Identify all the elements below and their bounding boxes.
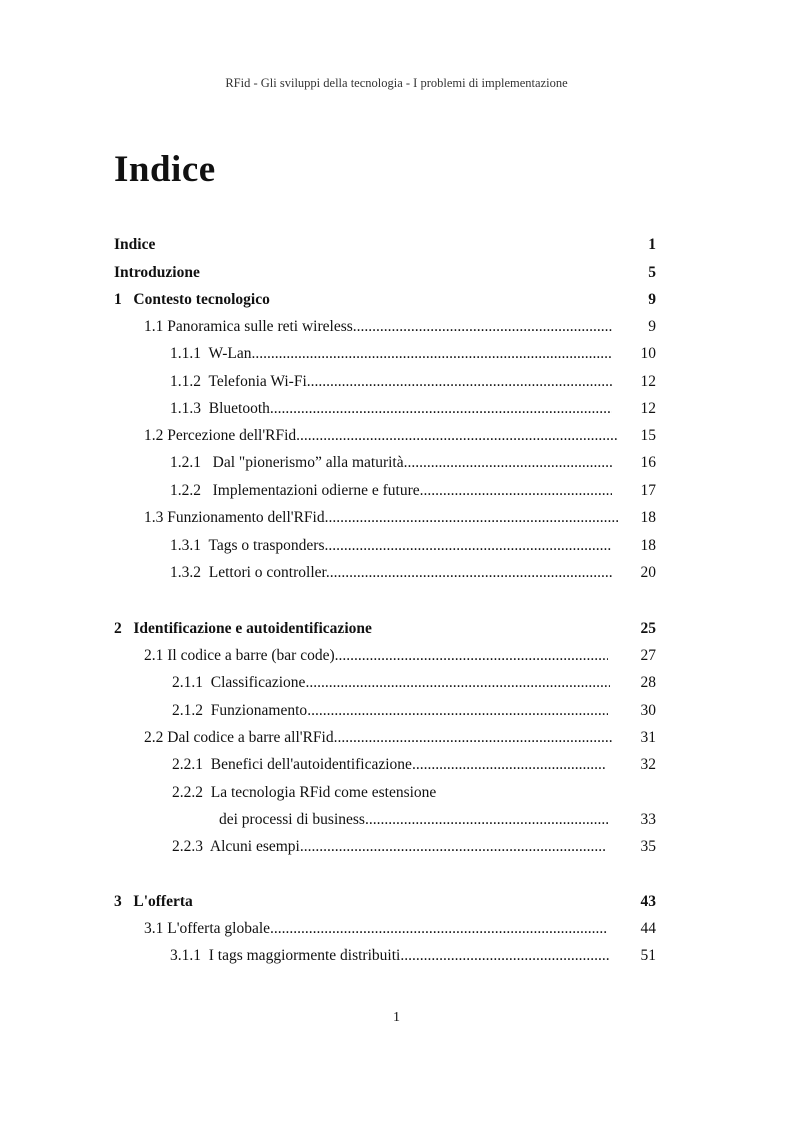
- toc-entry[interactable]: [0, 289, 793, 313]
- toc-entry-label: 2.1 Il codice a barre (bar code) .....: [144, 645, 608, 667]
- toc-entry[interactable]: [0, 727, 793, 751]
- toc-entry-label: Introduzione: [114, 264, 200, 281]
- toc-entry-label: 1.1.3 Bluetooth .....: [170, 398, 612, 420]
- toc-entry-page: 9: [648, 291, 656, 308]
- toc-entry[interactable]: [0, 945, 793, 969]
- toc-entry-label: 2.2 Dal codice a barre all'RFid .....: [144, 727, 612, 749]
- toc-entry-label: Indice: [114, 236, 156, 253]
- toc-entry-label: 1.3 Funzionamento dell'RFid .....: [144, 507, 618, 529]
- toc-entry-label: 2.1.1 Classificazione .....: [172, 672, 610, 694]
- toc-entry-page: 17: [640, 482, 656, 499]
- toc-entry-label: 1.3.1 Tags o trasponders .....: [170, 535, 612, 557]
- toc-entry-page: 35: [640, 838, 656, 855]
- toc-entry-page: 12: [640, 400, 656, 417]
- toc-entry-page: 1: [648, 236, 656, 253]
- running-header: RFid - Gli sviluppi della tecnologia - I problemi di implementazione: [225, 76, 568, 90]
- toc-entry-label: 1.1.1 W-Lan .....: [170, 343, 612, 365]
- toc-entry[interactable]: [0, 507, 793, 531]
- toc-entry-page: 44: [640, 920, 656, 937]
- toc-entry[interactable]: [0, 645, 793, 669]
- toc-entry-page: 18: [640, 537, 656, 554]
- toc-entry[interactable]: [0, 452, 793, 476]
- toc-entry[interactable]: [0, 618, 793, 642]
- toc-entry-label: 3 L'offerta: [114, 893, 193, 910]
- toc-entry-page: 43: [640, 893, 656, 910]
- toc-entry-label: 1.2.1 Dal "pionerismo” alla maturità .....: [170, 452, 612, 474]
- toc-entry-page: 51: [640, 947, 656, 964]
- toc-entry-page: 16: [640, 454, 656, 471]
- toc-entry-page: 5: [648, 264, 656, 281]
- toc-entry-page: 33: [640, 811, 656, 828]
- toc-entry-page: 10: [640, 345, 656, 362]
- toc-entry[interactable]: [0, 371, 793, 395]
- toc-entry[interactable]: [0, 918, 793, 942]
- toc-entry-page: 20: [640, 564, 656, 581]
- toc-entry[interactable]: [0, 700, 793, 724]
- toc-entry-label: 2.2.1 Benefici dell'autoidentificazione .....: [172, 754, 606, 776]
- toc-entry-label: 2.2.2 La tecnologia RFid come estensione: [172, 784, 437, 801]
- toc-entry[interactable]: [0, 262, 793, 286]
- toc-entry-label: 1.2.2 Implementazioni odierne e future .....: [170, 480, 612, 502]
- toc-entry[interactable]: [0, 316, 793, 340]
- toc-entry[interactable]: [0, 535, 793, 559]
- page-number: 1: [393, 1010, 400, 1025]
- toc-entry[interactable]: [0, 754, 793, 778]
- toc-entry-label: 2 Identificazione e autoidentificazione: [114, 620, 372, 637]
- toc-entry-label: 1.1 Panoramica sulle reti wireless .....: [144, 316, 612, 338]
- toc-entry-label: dei processi di business .....: [219, 809, 608, 831]
- toc-entry[interactable]: [0, 398, 793, 422]
- toc-entry-label: 1.2 Percezione dell'RFid .....: [144, 425, 618, 447]
- toc-entry-label: 3.1.1 I tags maggiormente distribuiti .....: [170, 945, 610, 967]
- toc-entry[interactable]: [0, 425, 793, 449]
- toc-entry-page: 30: [640, 702, 656, 719]
- toc-entry-page: 18: [640, 509, 656, 526]
- toc-entry-label: 1.3.2 Lettori o controller .....: [170, 562, 612, 584]
- toc-entry-label: 2.1.2 Funzionamento .....: [172, 700, 608, 722]
- toc-entry-page: 32: [640, 756, 656, 773]
- toc-entry[interactable]: [0, 809, 793, 833]
- toc-entry-label: 1.1.2 Telefonia Wi-Fi .....: [170, 371, 612, 393]
- toc-entry[interactable]: [0, 562, 793, 586]
- toc-entry-page: 25: [640, 620, 656, 637]
- toc-entry-label: 2.2.3 Alcuni esempi .....: [172, 836, 606, 858]
- toc-entry[interactable]: [0, 343, 793, 367]
- toc-entry[interactable]: [0, 234, 793, 258]
- toc-entry[interactable]: [0, 480, 793, 504]
- toc-entry[interactable]: [0, 782, 793, 806]
- toc-entry[interactable]: [0, 836, 793, 860]
- toc-entry-page: 15: [640, 427, 656, 444]
- toc-entry-label: 3.1 L'offerta globale .....: [144, 918, 608, 940]
- toc-entry-page: 12: [640, 373, 656, 390]
- toc-entry-page: 9: [648, 318, 656, 335]
- toc-entry[interactable]: [0, 672, 793, 696]
- toc-entry-label: 1 Contesto tecnologico: [114, 291, 270, 308]
- page-title: Indice: [114, 149, 216, 190]
- toc-entry-page: 28: [640, 674, 656, 691]
- toc-entry-page: 27: [640, 647, 656, 664]
- toc-entry[interactable]: [0, 891, 793, 915]
- toc-entry-page: 31: [640, 729, 656, 746]
